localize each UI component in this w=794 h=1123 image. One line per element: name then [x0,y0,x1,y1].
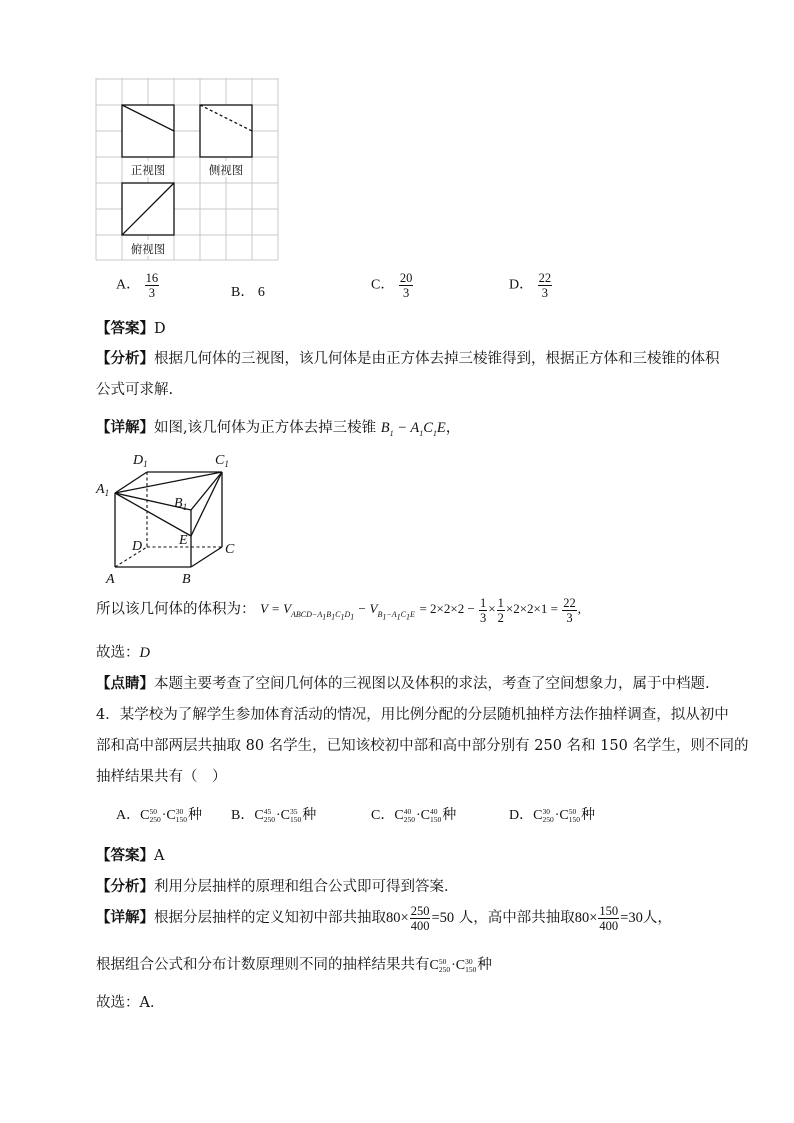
option-letter: B． [231,285,255,300]
q4-option-d: D．C 30 250 ·C 50 150 种 [509,806,595,824]
answer-tag: 【答案】 [96,321,154,337]
volume-prefix: 所以该几何体的体积为： [96,601,256,618]
option-fraction: $\frac{16}{3}$ [145,271,159,300]
q4-detail-line1 [96,904,672,933]
label-C1: $C_1$ [215,453,229,469]
q3-option-d [509,271,553,300]
option-letter: C． [371,277,395,293]
q4-stem-line2: 部和高中部两层共抽取 80 名学生，已知该校初中部和高中部分别有 250 名和 150 名学生，则不同的 [96,738,749,754]
q3-choose [96,641,150,662]
calc-senior: 80× $\frac{150}{400}$ =30 [574,904,643,933]
q4-stem-line1: 4．某学校为了解学生参加体育活动的情况，用比例分配的分层随机抽样方法作抽样调查，拟从初中 [96,707,729,723]
label-B1: $B_1$ [174,496,188,512]
front-view-label: 正视图 [130,163,166,177]
comment-tag: 【点睛】 [96,676,154,692]
volume-formula: $V = V_{ABCD-A_1B_1C_1D_1} - V_{B_1-A_1C_1E}$ [260,601,415,622]
analysis-text: 根据几何体的三视图，该几何体是由正方体去掉三棱锥得到，根据正方体和三棱锥的体积 [154,351,720,367]
option-fraction: $\frac{20}{3}$ [399,271,413,300]
volume-calc: = 2×2×2 − $\frac{1}{3}$ × $\frac{1}{2}$ ×2×2×1 = $\frac{22}{3}$ , [419,596,581,625]
q3-option-c [371,271,414,300]
q4-option-c: C．C 40 250 ·C 40 150 种 [371,806,457,824]
choose-answer: D [139,645,150,661]
option-letter: A． [116,277,141,293]
analysis-text: 利用分层抽样的原理和组合公式即可得到答案． [154,879,459,895]
cube-figure [92,450,252,590]
detail-text: 如图,该几何体为正方体去掉三棱锥 [154,420,377,436]
side-view [200,105,252,157]
label-D1: $D_1$ [133,453,148,469]
q3-detail: 【详解】如图,该几何体为正方体去掉三棱锥 $B_1 - A_1C_1E$， [96,420,461,438]
analysis-tag: 【分析】 [96,879,154,895]
label-A1: $A_1$ [96,482,110,498]
three-view-figure [95,78,281,262]
label-B: B [182,572,191,587]
q3-analysis-line2: 公式可求解. [96,382,174,398]
q4-answer [96,844,164,865]
q4-option-a: A．C 50 250 ·C 30 150 种 [116,806,202,824]
answer-tag: 【答案】 [96,848,154,864]
q4-stem-line3: 抽样结果共有（ ） [96,769,227,785]
option-value: 6 [257,285,265,300]
side-view-label: 侧视图 [208,163,244,177]
q3-option-b [231,281,265,301]
detail-tag: 【详解】 [96,909,154,926]
pyramid-name: $B_1 - A_1C_1E$ [380,420,446,438]
option-fraction: $\frac{22}{3}$ [538,271,552,300]
result-combination: C 50 250 ·C 30 150 [429,956,477,974]
q3-analysis-line1 [96,347,720,368]
label-D: D [132,539,143,554]
detail-text-a: 根据分层抽样的定义知初中部共抽取 [154,909,386,926]
comment-text: 本题主要考查了空间几何体的三视图以及体积的求法，考查了空间想象力，属于中档题. [154,676,710,692]
calc-junior: 80× $\frac{250}{400}$ =50 [386,904,455,933]
analysis-tag: 【分析】 [96,351,154,367]
volume-line [96,596,581,625]
q3-comment [96,672,710,693]
option-letter: D． [509,277,534,293]
q4-option-b: B．C 45 250 ·C 35 150 种 [231,806,317,824]
edge-BC [191,547,222,567]
detail-unit: 种 [477,957,492,973]
label-E: E [179,533,188,548]
q3-option-a [116,271,160,300]
detail-tag: 【详解】 [96,420,154,436]
q3-answer [96,317,166,338]
label-A: A [106,572,115,587]
choose-label: 故选： [96,645,140,661]
q4-analysis [96,875,459,896]
top-view [122,183,174,235]
detail-text-b: 人，高中部共抽取 [458,909,575,926]
detail-text-2: 根据组合公式和分布计数原理则不同的抽样结果共有 [96,957,430,973]
detail-text-c: 人， [642,909,672,926]
q4-choose: 故选：A． [96,995,165,1011]
edge-AD [115,547,147,567]
answer-value: A [154,848,165,864]
top-view-label: 俯视图 [130,242,166,256]
front-view [122,105,174,157]
answer-value: D [154,321,166,337]
q4-detail-line2 [96,953,492,974]
label-C: C [225,542,235,557]
